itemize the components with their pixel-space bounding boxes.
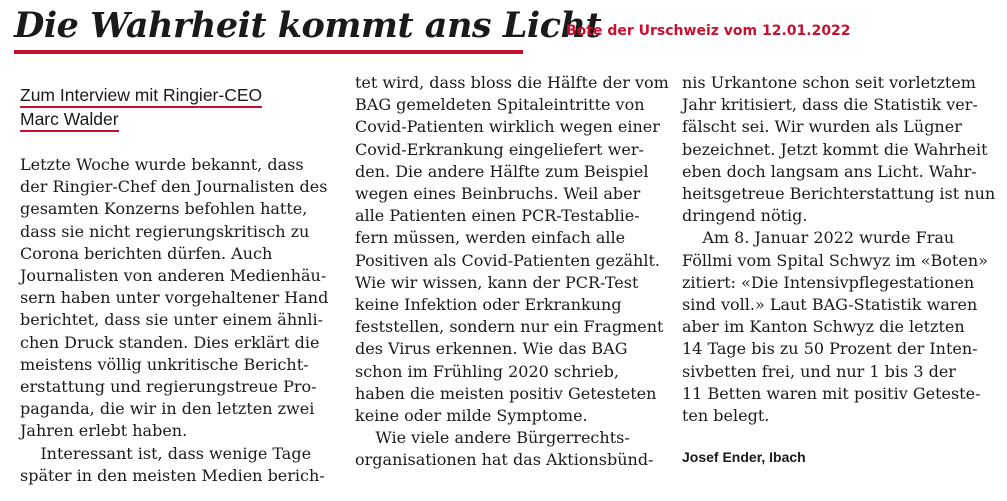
article-text-line: Am 8. Januar 2022 wurde Frau — [682, 228, 955, 248]
article-text-line: haben die meisten positiv Getesteten — [355, 383, 657, 403]
article-text-line: eben doch langsam ans Licht. Wahr- — [682, 161, 977, 181]
article-text-line: aber im Kanton Schwyz die letzten — [682, 317, 965, 337]
article-text-line: chen Druck standen. Dies erklärt die — [20, 332, 320, 352]
article-text-line: alle Patienten einen PCR-Testablie- — [355, 206, 640, 226]
article-text-line: den. Die andere Hälfte zum Beispiel — [355, 161, 649, 181]
article-text-line: paganda, die wir in den letzten zwei — [20, 399, 315, 419]
article-text-line: bezeichnet. Jetzt kommt die Wahrheit — [682, 139, 988, 159]
kicker — [20, 84, 340, 132]
kicker-line: Marc Walder — [20, 108, 119, 132]
article-text-line: berichtet, dass sie unter einem ähnli- — [20, 310, 324, 330]
article-text-line: dass sie nicht regierungskritisch zu — [20, 221, 310, 241]
article-text-line: fälscht sei. Wir wurden als Lügner — [682, 117, 962, 137]
article-text-line: später in den meisten Medien berich- — [20, 465, 325, 485]
article-text-line: der Ringier-Chef den Journalisten des — [20, 177, 328, 197]
article-text-line: Jahr kritisiert, dass die Statistik ver- — [682, 95, 978, 115]
article-text-line: Wie viele andere Bürgerrechts- — [355, 428, 630, 448]
article-text-line: ten belegt. — [682, 406, 770, 426]
article-text-line: heitsgetreue Berichterstattung ist nun — [682, 184, 996, 204]
article-text-line: Covid-Patienten wirklich wegen einer — [355, 117, 660, 137]
article-text-line: Föllmi vom Spital Schwyz im «Boten» — [682, 250, 988, 270]
article-text-line: des Virus erkennen. Wie das BAG — [355, 339, 628, 359]
article-text-line: Positiven als Covid-Patienten gezählt. — [355, 250, 660, 270]
article-text-line: fern müssen, werden einfach alle — [355, 228, 626, 248]
author-signature: Josef Ender, Ibach — [682, 449, 806, 466]
article-text-line: Journalisten von anderen Medienhäu- — [20, 266, 327, 286]
article-text-line: schon im Frühling 2020 schrieb, — [355, 361, 619, 381]
article-text-line: Interessant ist, dass wenige Tage — [20, 443, 312, 463]
headline: Die Wahrheit kommt ans Licht — [14, 5, 602, 46]
article-text-line: keine Infektion oder Erkrankung — [355, 295, 622, 315]
article-text-line: 14 Tage bis zu 50 Prozent der Inten- — [682, 339, 978, 359]
article-text-line: meistens völlig unkritische Bericht- — [20, 354, 309, 374]
article-column-3 — [682, 72, 1002, 465]
article-text-line: Corona berichten dürfen. Auch — [20, 243, 273, 263]
article-text-line: 11 Betten waren mit positiv Geteste- — [682, 383, 981, 403]
article-text-line: Letzte Woche wurde bekannt, dass — [20, 155, 304, 174]
article-text-line: BAG gemeldeten Spitaleintritte von — [355, 95, 645, 115]
source-note: Bote der Urschweiz vom 12.01.2022 — [566, 23, 851, 39]
article-text-line: zitiert: «Die Intensivpflegestationen — [682, 272, 975, 292]
article-text-line: Jahren erlebt haben. — [20, 421, 188, 441]
article-column-2 — [355, 72, 675, 472]
article-text-line: nis Urkantone schon seit vorletztem — [682, 73, 976, 92]
article-column-1 — [20, 72, 340, 487]
article-text-line: sern haben unter vorgehaltener Hand — [20, 288, 329, 308]
article-text-line: dringend nötig. — [682, 206, 808, 226]
article-text-line: tet wird, dass bloss die Hälfte der vom — [355, 73, 669, 92]
kicker-line: Zum Interview mit Ringier-CEO — [20, 84, 262, 108]
article-text-line: erstattung und regierungstreue Pro- — [20, 377, 317, 397]
article-text-line: organisationen hat das Aktionsbünd- — [355, 450, 654, 470]
article-text-line: wegen eines Beinbruchs. Weil aber — [355, 184, 641, 204]
article-text-line: Wie wir wissen, kann der PCR-Test — [355, 272, 639, 292]
article-text-line: gesamten Konzerns befohlen hatte, — [20, 199, 308, 219]
article-text-line: sivbetten frei, und nur 1 bis 3 der — [682, 361, 956, 381]
article-text-line: sind voll.» Laut BAG-Statistik waren — [682, 295, 978, 315]
headline-underline — [14, 50, 523, 54]
article-text-line: feststellen, sondern nur ein Fragment — [355, 317, 664, 337]
article-text-line: Covid-Erkrankung eingeliefert wer- — [355, 139, 644, 159]
article-text-line: keine oder milde Symptome. — [355, 406, 588, 426]
